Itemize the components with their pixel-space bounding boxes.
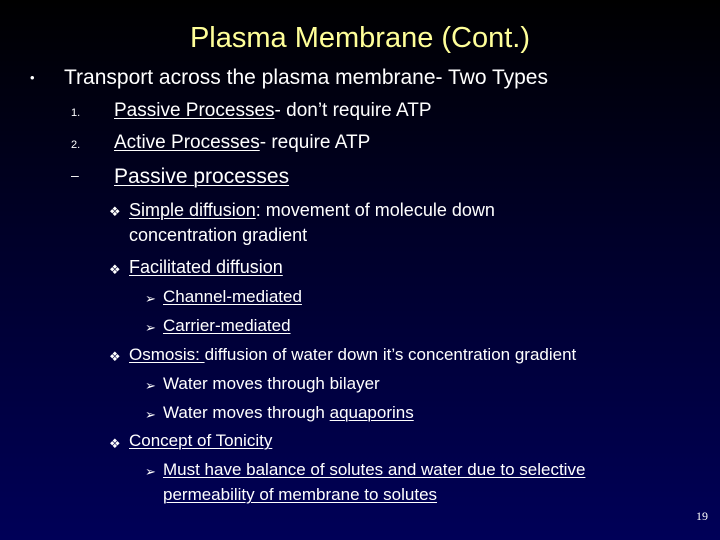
osmosis-term: Osmosis:: [129, 345, 205, 364]
numbered-item-active: [114, 132, 370, 154]
arrow-bullet-icon: ➢: [145, 291, 156, 306]
active-processes-desc: - require ATP: [259, 132, 371, 153]
numbered-item-passive: [114, 100, 432, 122]
slide-title: Plasma Membrane (Cont.): [189, 22, 531, 54]
osmosis-desc: diffusion of water down it’s concentration gradient: [204, 345, 577, 364]
arrow-bullet-icon: ➢: [145, 407, 156, 422]
diamond-bullet-icon: ❖: [109, 262, 121, 277]
arrow-bullet-icon: ➢: [145, 464, 156, 479]
simple-diffusion-item: [129, 200, 495, 221]
facilitated-diffusion: Facilitated diffusion: [129, 257, 283, 277]
page-number: 19: [696, 509, 708, 523]
water-aquaporins-text: Water moves through: [163, 403, 330, 422]
number-marker-2: 2.: [71, 139, 81, 151]
tonicity-detail-line2: permeability of membrane to solutes: [163, 485, 438, 504]
arrow-bullet-icon: ➢: [145, 378, 156, 393]
arrow-bullet-icon: ➢: [145, 320, 156, 335]
bullet-dot: •: [30, 70, 35, 85]
main-point: Transport across the plasma membrane- Two Types: [64, 66, 548, 89]
simple-diffusion-desc: : movement of molecule down: [255, 200, 495, 220]
passive-processes-desc: - don’t require ATP: [274, 100, 432, 121]
osmosis-item: [129, 345, 576, 365]
tonicity-detail-line1: Must have balance of solutes and water due to selective: [163, 460, 586, 479]
passive-heading: Passive processes: [114, 165, 290, 188]
simple-diffusion-desc-line2: concentration gradient: [129, 225, 308, 245]
concept-of-tonicity: Concept of Tonicity: [129, 431, 273, 450]
water-aquaporins: [163, 403, 414, 423]
dash-marker: –: [71, 167, 79, 183]
diamond-bullet-icon: ❖: [109, 436, 121, 451]
diamond-bullet-icon: ❖: [109, 349, 121, 364]
number-marker-1: 1.: [71, 107, 81, 119]
simple-diffusion-term: Simple diffusion: [129, 200, 256, 220]
channel-mediated: Channel-mediated: [163, 287, 302, 306]
aquaporins-term: aquaporins: [329, 403, 414, 422]
carrier-mediated: Carrier-mediated: [163, 316, 291, 335]
active-processes-term: Active Processes: [114, 132, 260, 153]
water-bilayer: Water moves through bilayer: [163, 374, 380, 393]
diamond-bullet-icon: ❖: [109, 204, 121, 219]
passive-processes-term: Passive Processes: [114, 100, 275, 121]
